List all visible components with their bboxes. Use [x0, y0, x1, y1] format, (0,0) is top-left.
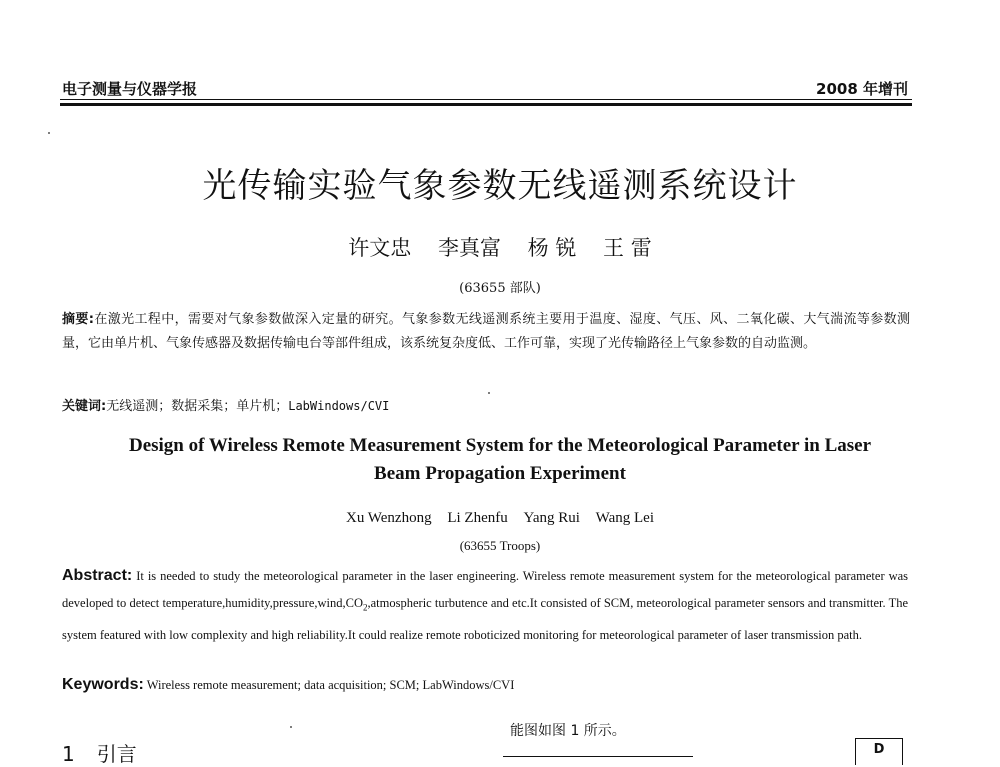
section-title: 引言 [96, 742, 137, 766]
keywords-cn-text: 无线遥测；数据采集；单片机； [106, 399, 289, 414]
abstract-en-text-a: It is needed to study the meteorological parameter in the laser engineering. Wireless remote measurement system for the meteorological parameter was developed to detect temperature,humidity,pressure,wind,CO [62, 569, 909, 610]
keywords-cn-label: 关键词: [62, 399, 107, 414]
co2-subscript: 2 [363, 602, 368, 613]
keywords-cn [62, 395, 389, 414]
journal-name: 电子测量与仪器学报 [62, 80, 198, 98]
abstract-en-text-b: ,atmospheric turbutence and etc.It consisted of SCM, meteorological parameter sensors and transmitter. The system featured with low complexity and high reliability.It could realize remote roboticized monitoring for meteorological parameter of laser transmission path. [62, 596, 908, 642]
body-continuation-text: 能图如图 1 所示。 [510, 723, 626, 739]
header-rule-thin [60, 99, 912, 100]
authors-en [0, 510, 1000, 527]
figure-top-rule [503, 756, 693, 757]
header-rule-thick [60, 103, 912, 106]
paper-title-cn: 光传输实验气象参数无线遥测系统设计 [202, 166, 798, 206]
abstract-cn [62, 308, 910, 356]
keywords-en-text: Wireless remote measurement; data acquisition; SCM; LabWindows/CVI [146, 678, 515, 692]
issue-label: 2008 年增刊 [816, 80, 908, 98]
abstract-cn-label: 摘要: [62, 312, 94, 327]
paper-title-en-line2: Beam Propagation Experiment [374, 463, 626, 484]
abstract-cn-text: 在激光工程中，需要对气象参数做深入定量的研究。气象参数无线遥测系统主要用于温度、湿度、气压、风、二氧化碳、大气湍流等参数测量，它由单片机、气象传感器及数据传输电台等部件组成，该系统复杂度低、工作可靠，实现了光传输路径上气象参数的自动监测。 [62, 312, 910, 351]
author-cn: 杨 锐 [527, 236, 577, 260]
affiliation-en: (63655 Troops) [459, 538, 541, 553]
affiliation-cn: (63655 部队) [459, 281, 541, 296]
paper-title-en [60, 432, 940, 488]
figure-box-label: D [873, 742, 885, 757]
authors-cn [0, 232, 1000, 262]
author-en: Xu Wenzhong [345, 510, 432, 526]
section-heading [62, 738, 137, 767]
author-en: Li Zhenfu [447, 510, 508, 526]
author-en: Wang Lei [595, 510, 655, 526]
scan-speck [488, 392, 490, 394]
keywords-en [62, 676, 514, 694]
keywords-cn-software: LabWindows/CVI [288, 399, 390, 413]
scan-speck [48, 132, 50, 134]
scan-speck [290, 726, 292, 728]
section-number: 1 [62, 742, 75, 766]
keywords-en-label: Keywords: [62, 676, 144, 693]
author-cn: 许文忠 [348, 236, 412, 260]
figure-box [855, 738, 903, 765]
abstract-en-label: Abstract: [62, 567, 133, 584]
abstract-en [62, 562, 908, 649]
author-en: Yang Rui [523, 510, 580, 526]
paper-title-en-line1: Design of Wireless Remote Measurement System for the Meteorological Parameter in Laser [128, 435, 872, 456]
author-cn: 李真富 [437, 236, 501, 260]
author-cn: 王 雷 [603, 236, 652, 260]
